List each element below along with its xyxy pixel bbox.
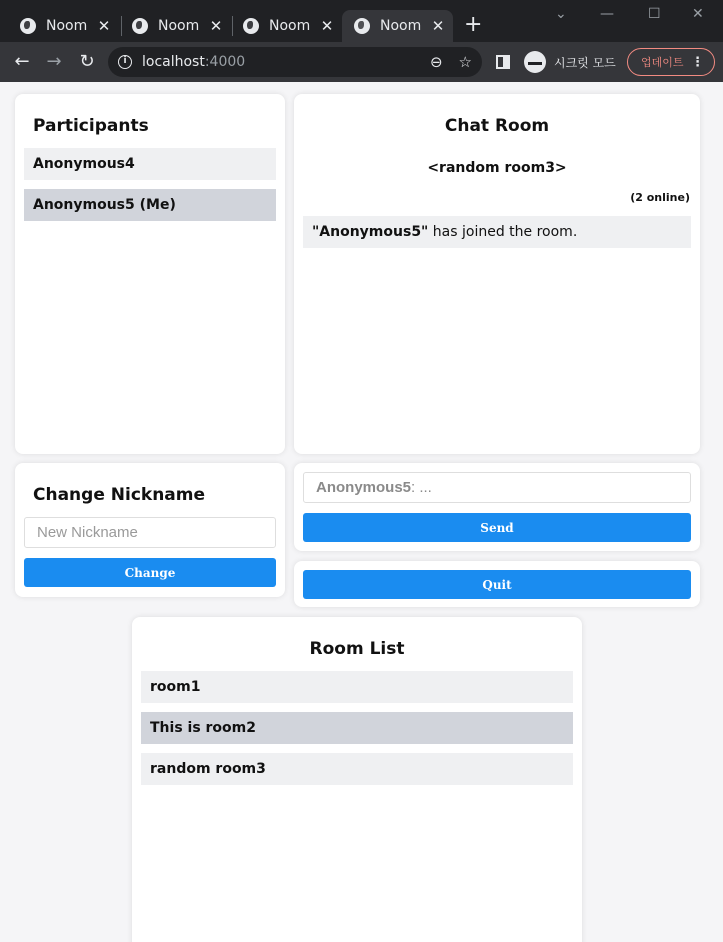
chat-room-title: Chat Room xyxy=(444,116,550,136)
url-port: :4000 xyxy=(204,54,246,70)
room-item[interactable] xyxy=(141,671,573,703)
close-tab-icon[interactable]: ✕ xyxy=(97,17,111,35)
close-tab-icon[interactable]: ✕ xyxy=(431,17,445,35)
room-name: <random room3> xyxy=(427,160,567,176)
participant-name: Anonymous5 (Me) xyxy=(33,197,176,213)
close-tab-icon[interactable]: ✕ xyxy=(320,17,334,35)
new-tab-button[interactable]: + xyxy=(464,12,483,37)
message-text: has joined the room. xyxy=(428,224,578,240)
message-placeholder: : ... xyxy=(411,479,432,496)
tab-4-active[interactable] xyxy=(342,10,453,42)
message-input[interactable] xyxy=(303,472,691,503)
room-name: This is room2 xyxy=(150,720,256,736)
reload-icon[interactable]: ↻ xyxy=(79,51,95,72)
room-name: room1 xyxy=(150,679,201,695)
zoom-icon[interactable]: ⊖ xyxy=(429,53,443,71)
tab-title: Noom xyxy=(158,18,200,34)
tab-2[interactable] xyxy=(120,10,231,42)
tab-bar xyxy=(0,0,723,42)
page-viewport xyxy=(0,82,723,942)
room-list xyxy=(141,671,573,785)
change-nickname-card xyxy=(15,463,285,597)
forward-icon[interactable]: → xyxy=(46,51,62,72)
globe-icon xyxy=(20,18,36,34)
browser-chrome xyxy=(0,0,723,82)
nickname-placeholder: New Nickname xyxy=(37,524,138,541)
tab-title: Noom xyxy=(46,18,88,34)
room-name: random room3 xyxy=(150,761,266,777)
online-count: (2 online) xyxy=(630,191,690,204)
browser-toolbar xyxy=(0,42,723,82)
participants-card xyxy=(15,94,285,454)
send-button[interactable]: Send xyxy=(303,513,691,542)
participant-name: Anonymous4 xyxy=(33,156,135,172)
update-button[interactable] xyxy=(627,48,715,76)
message-card xyxy=(294,463,700,551)
message-sender: Anonymous5 xyxy=(316,479,412,496)
participant-item-me xyxy=(24,189,276,221)
globe-icon xyxy=(354,18,370,34)
tab-1[interactable] xyxy=(8,10,119,42)
tab-title: Noom xyxy=(380,18,422,34)
tab-title: Noom xyxy=(269,18,311,34)
globe-icon xyxy=(243,18,259,34)
message-user: "Anonymous5" xyxy=(312,224,429,240)
close-window-button[interactable]: ✕ xyxy=(692,6,704,22)
nickname-input[interactable] xyxy=(24,517,276,548)
room-item[interactable] xyxy=(141,753,573,785)
bookmark-star-icon[interactable]: ☆ xyxy=(458,53,472,71)
menu-dots-icon[interactable]: ⋮ xyxy=(691,54,704,70)
room-list-title: Room List xyxy=(309,639,405,659)
participant-item xyxy=(24,148,276,180)
nickname-title: Change Nickname xyxy=(33,485,206,505)
chat-message xyxy=(303,216,691,248)
quit-card xyxy=(294,561,700,607)
room-list-card xyxy=(132,617,582,942)
close-tab-icon[interactable]: ✕ xyxy=(209,17,223,35)
incognito-label: 시크릿 모드 xyxy=(554,55,616,70)
back-icon[interactable]: ← xyxy=(14,51,30,72)
room-item[interactable] xyxy=(141,712,573,744)
change-nickname-button[interactable]: Change xyxy=(24,558,276,587)
incognito-icon xyxy=(524,51,546,73)
url-host: localhost xyxy=(142,54,205,70)
tab-search-icon[interactable]: ⌄ xyxy=(555,6,567,22)
info-icon[interactable]: i xyxy=(118,55,132,69)
side-panel-icon[interactable] xyxy=(496,55,510,69)
chat-room-card xyxy=(294,94,700,454)
address-bar[interactable] xyxy=(108,47,482,77)
participants-title: Participants xyxy=(33,116,149,136)
minimize-button[interactable]: — xyxy=(600,6,614,22)
globe-icon xyxy=(132,18,148,34)
tab-3[interactable] xyxy=(231,10,342,42)
quit-button[interactable]: Quit xyxy=(303,570,691,599)
participants-list xyxy=(24,148,276,221)
update-label: 업데이트 xyxy=(641,56,684,69)
maximize-button[interactable]: ☐ xyxy=(648,6,661,22)
incognito-indicator[interactable] xyxy=(524,51,616,73)
